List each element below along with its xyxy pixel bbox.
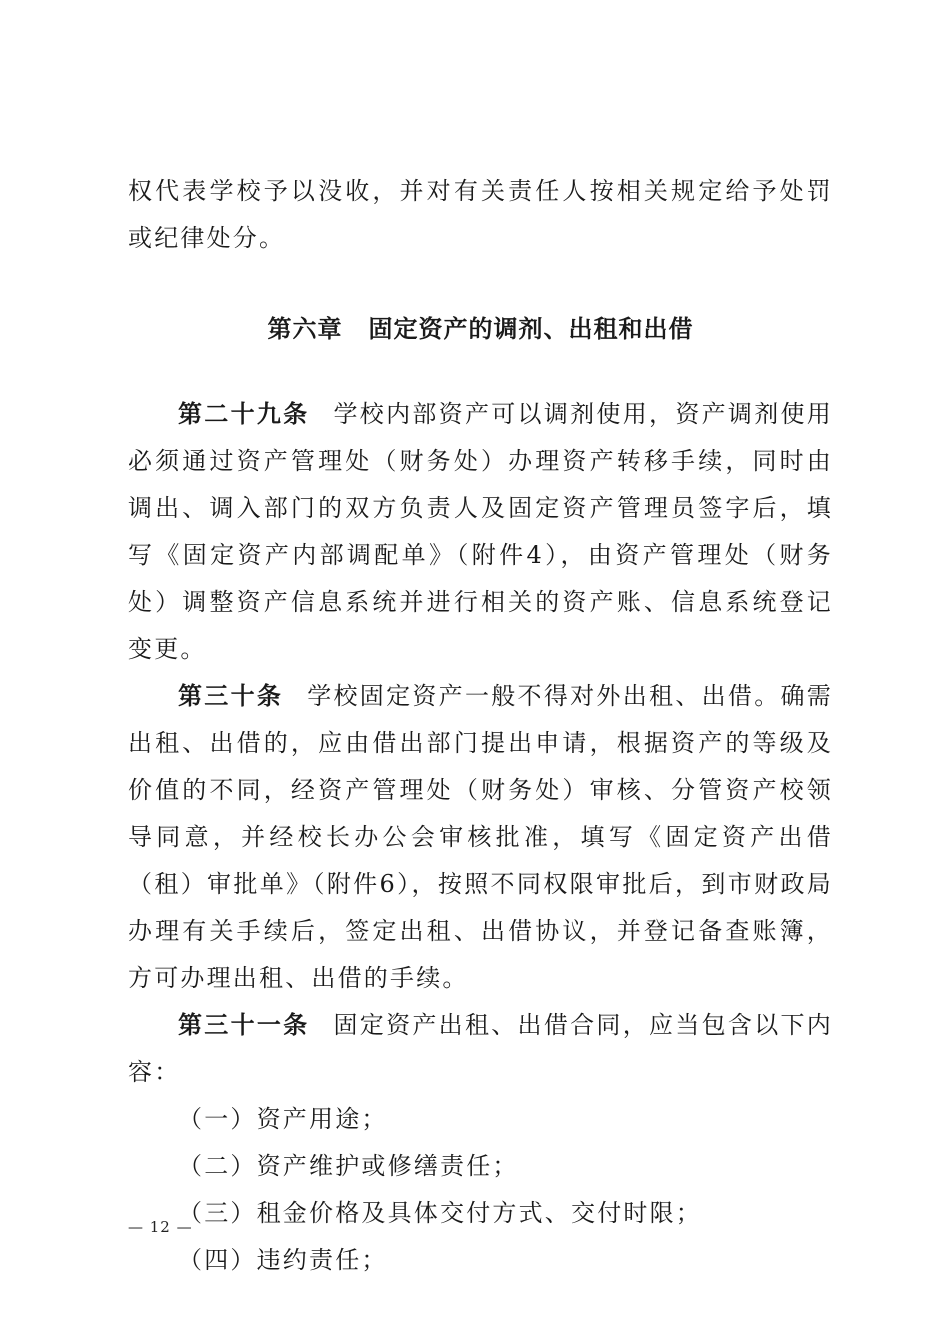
article-31	[128, 1002, 833, 1096]
article-head: 第三十条	[178, 682, 284, 710]
article-body: 学校内部资产可以调剂使用，资产调剂使用必须通过资产管理处（财务处）办理资产转移手续，同时由调出、调入部门的双方负责人及固定资产管理员签字后，填写《固定资产内部调配单》（附件4），由资产管理处（财务处）调整资产信息系统并进行相关的资产账、信息系统登记变更。	[128, 400, 833, 663]
list-item: （四）违约责任；	[178, 1246, 388, 1274]
list-item: （二）资产维护或修缮责任；	[178, 1152, 519, 1180]
article-body: 学校固定资产一般不得对外出租、出借。确需出租、出借的，应由借出部门提出申请，根据资产的等级及价值的不同，经资产管理处（财务处）审核、分管资产校领导同意，并经校长办公会审核批准，填写《固定资产出借（租）审批单》（附件6），按照不同权限审批后，到市财政局办理有关手续后，签定出租、出借协议，并登记备查账簿，方可办理出租、出借的手续。	[128, 682, 833, 992]
chapter-number: 第六章	[267, 315, 343, 343]
article-29	[128, 391, 833, 673]
chapter-title	[128, 306, 833, 353]
list-item: （一）资产用途；	[178, 1105, 388, 1133]
page-number: — 12 —	[128, 1218, 193, 1236]
article-body: 固定资产出租、出借合同，应当包含以下内容：	[128, 1011, 833, 1086]
list-item: （三）租金价格及具体交付方式、交付时限；	[178, 1199, 702, 1227]
chapter-heading: 固定资产的调剂、出租和出借	[368, 315, 694, 343]
article-30	[128, 673, 833, 1002]
article-head: 第二十九条	[178, 400, 310, 428]
article-head: 第三十一条	[178, 1011, 310, 1039]
intro-paragraph: 权代表学校予以没收，并对有关责任人按相关规定给予处罚或纪律处分。	[128, 177, 833, 252]
page-content	[128, 168, 833, 1284]
